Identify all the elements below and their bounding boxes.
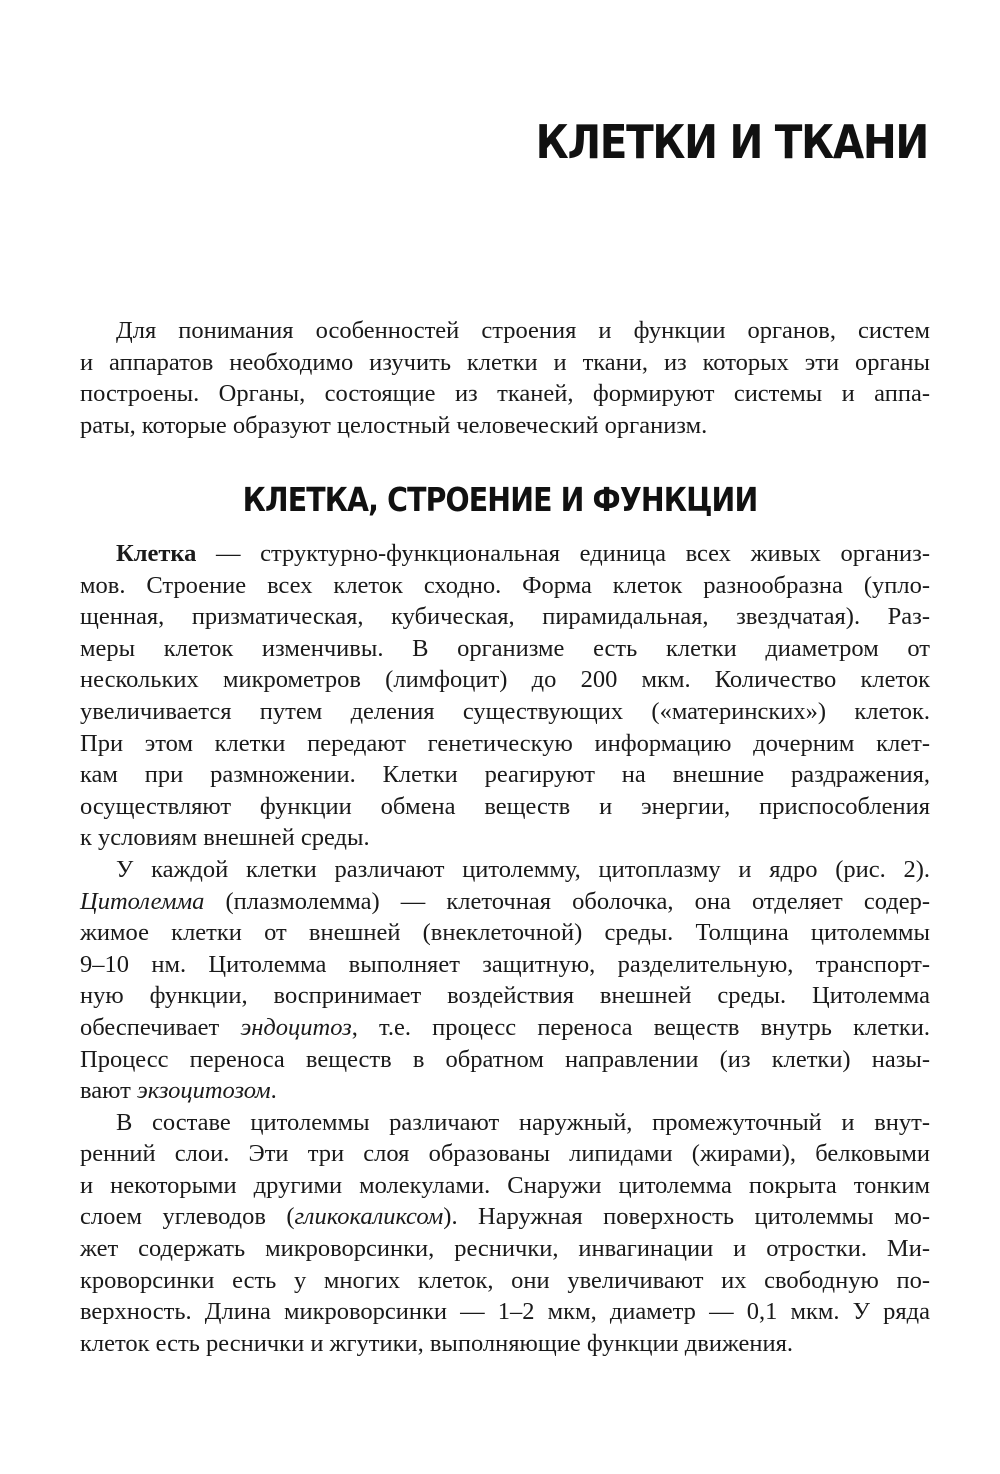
- text-fragment: — структурно-функциональная единица всех живых организ-: [196, 540, 930, 567]
- text-line: клеток есть реснички и жгутики, выполняющие функции движения.: [80, 1329, 794, 1357]
- term-exocytosis: экзоцитозом: [136, 1077, 271, 1105]
- text-line: меры клеток изменчивы. В организме есть клетки диаметром от: [80, 634, 930, 662]
- text-fragment: слоем углеводов (: [80, 1203, 295, 1231]
- term-glycocalyx: гликокаликсом: [294, 1203, 444, 1231]
- section-title: КЛЕТКА, СТРОЕНИЕ И ФУНКЦИИ: [242, 480, 758, 519]
- term-cell: Клетка: [116, 540, 197, 567]
- text-fragment: ). Наружная поверхность цитолеммы мо-: [443, 1203, 930, 1231]
- text-line: жимое клетки от внешней (внеклеточной) среды. Толщина цитолеммы: [80, 919, 930, 947]
- text-line: [80, 538, 930, 570]
- text-line: осуществляют функции обмена веществ и энергии, приспособления: [80, 792, 930, 820]
- text-line: В составе цитолеммы различают наружный, промежуточный и внут-: [116, 1108, 930, 1136]
- text-line: кам при размножении. Клетки реагируют на внешние раздражения,: [80, 761, 930, 789]
- text-line: мов. Строение всех клеток сходно. Форма клеток разнообразна (упло-: [80, 571, 930, 599]
- text-fragment: , т.е. процесс переноса веществ внутрь клетки.: [351, 1013, 930, 1041]
- text-line: и аппаратов необходимо изучить клетки и ткани, из которых эти органы: [80, 348, 930, 376]
- text-line: увеличивается путем деления существующих («материнских») клеток.: [80, 697, 930, 725]
- text-line: жет содержать микроворсинки, реснички, инвагинации и отростки. Ми-: [80, 1235, 930, 1263]
- text-line: ренний слои. Эти три слоя образованы липидами (жирами), белковыми: [80, 1140, 930, 1168]
- term-cytolemma: Цитолемма: [80, 887, 205, 915]
- text-fragment: (плазмолемма) — клеточная оболочка, она отделяет содер-: [204, 887, 930, 915]
- section-body: [80, 538, 930, 1359]
- text-fragment: .: [270, 1077, 277, 1105]
- text-line: [80, 1075, 930, 1107]
- text-line: [80, 1012, 930, 1044]
- term-endocytosis: эндоцитоз: [240, 1013, 352, 1041]
- text-line: У каждой клетки различают цитолемму, цитоплазму и ядро (рис. 2).: [116, 855, 930, 883]
- text-line: кроворсинки есть у многих клеток, они увеличивают их свободную по-: [80, 1266, 930, 1294]
- text-fragment: обеспечивает: [80, 1013, 241, 1041]
- intro-paragraph: [80, 315, 930, 441]
- text-line: верхность. Длина микроворсинки — 1–2 мкм, диаметр — 0,1 мкм. У ряда: [80, 1298, 930, 1326]
- text-line: [80, 1201, 930, 1233]
- text-line: Для понимания особенностей строения и функции органов, систем: [116, 317, 930, 344]
- text-line: При этом клетки передают генетическую информацию дочерним клет-: [80, 729, 930, 757]
- text-line: 9–10 нм. Цитолемма выполняет защитную, разделительную, транспорт-: [80, 950, 930, 978]
- text-line: нескольких микрометров (лимфоцит) до 200 мкм. Количество клеток: [80, 666, 930, 694]
- text-line: к условиям внешней среды.: [80, 824, 370, 852]
- text-line: построены. Органы, состоящие из тканей, формируют системы и аппа-: [80, 380, 930, 408]
- text-line: и некоторыми другими молекулами. Снаружи цитолемма покрыта тонким: [80, 1171, 930, 1199]
- text-line: ную функции, воспринимает воздействия внешней среды. Цитолемма: [80, 982, 930, 1010]
- chapter-title: КЛЕТКИ И ТКАНИ: [535, 115, 928, 169]
- text-line: Процесс переноса веществ в обратном направлении (из клетки) назы-: [80, 1045, 930, 1073]
- text-line: [80, 886, 930, 918]
- text-fragment: вают: [80, 1077, 137, 1105]
- text-line: раты, которые образуют целостный человеческий организм.: [80, 411, 708, 439]
- text-line: щенная, призматическая, кубическая, пирамидальная, звездчатая). Раз-: [80, 603, 930, 631]
